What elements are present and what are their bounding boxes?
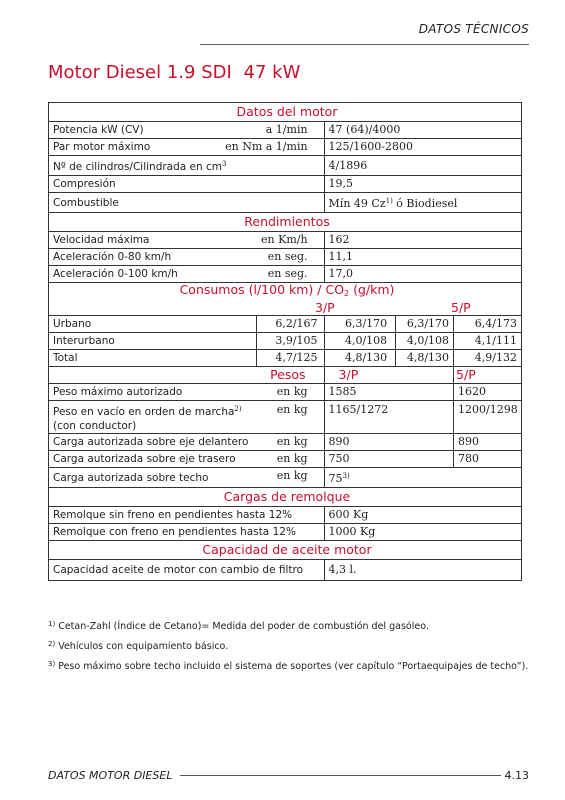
table-row: Carga autorizada sobre techo en kg 75$^{3)}$ xyxy=(49,468,522,488)
table-row: Urbano 6,2/167 6,3/170 6,3/170 6,4/173 xyxy=(49,316,522,333)
consumos-col-3p: 3/P xyxy=(315,300,335,315)
table-row: Combustible Mín 49 Cz$^{1)}$ ó Biodiesel xyxy=(49,193,522,213)
footer-section: DATOS MOTOR DIESEL xyxy=(48,768,173,782)
section-heading-remolque: Cargas de remolque xyxy=(49,488,522,507)
spec-table xyxy=(48,102,522,581)
footnote-3: $^{3)}$ Peso máximo sobre techo incluido el sistema de soportes (ver capítulo “Portaequipajes de techo”). xyxy=(48,660,529,672)
title-engine: Motor Diesel 1.9 SDI xyxy=(48,62,232,83)
table-row: Potencia kW (CV) a 1/min 47 (64)/4000 xyxy=(49,122,522,139)
table-row: Peso en vacío en orden de marcha$^{2)}$ en kg (con conductor) 1165/1272 1200/1298 xyxy=(49,401,522,434)
header-rule xyxy=(200,44,529,45)
section-heading-aceite: Capacidad de aceite motor xyxy=(49,541,522,560)
table-row: Interurbano 3,9/105 4,0/108 4,0/108 4,1/111 xyxy=(49,333,522,350)
table-row: Nº de cilindros/Cilindrada en $cm^3$ 4/1896 xyxy=(49,156,522,176)
section-heading-consumos: Consumos (l/100 km) / CO2 (g/km) 3/P 5/P xyxy=(49,283,522,316)
table-row: Total 4,7/125 4,8/130 4,8/130 4,9/132 xyxy=(49,350,522,367)
table-row: Par motor máximo en Nm a 1/min 125/1600-2800 xyxy=(49,139,522,156)
running-header: DATOS TÉCNICOS xyxy=(418,22,529,36)
footer-rule xyxy=(180,775,500,776)
footnote-2: $^{2)}$ Vehículos con equipamiento básico. xyxy=(48,640,229,652)
title-power: 47 kW xyxy=(243,62,301,83)
section-heading-rendimientos: Rendimientos xyxy=(49,213,522,232)
page-title xyxy=(48,62,306,83)
footnote-1: $^{1)}$ Cetan-Zahl (Índice de Cetano)= Medida del poder de combustión del gasóleo. xyxy=(48,620,429,632)
footnotes xyxy=(48,620,528,680)
table-row: Remolque con freno en pendientes hasta 12% 1000 Kg xyxy=(49,524,522,541)
table-row: Remolque sin freno en pendientes hasta 12% 600 Kg xyxy=(49,507,522,524)
page-number: 4.13 xyxy=(504,768,529,782)
section-heading-motor: Datos del motor xyxy=(49,103,522,122)
section-heading-pesos: Pesos xyxy=(49,367,325,384)
table-row: Carga autorizada sobre eje trasero en kg 750 780 xyxy=(49,451,522,468)
table-row: Aceleración 0-80 km/h en seg. 11,1 xyxy=(49,249,522,266)
table-row: Velocidad máxima en Km/h 162 xyxy=(49,232,522,249)
consumos-col-5p: 5/P xyxy=(451,300,471,315)
page-footer xyxy=(48,768,529,782)
pesos-col-5p: 5/P xyxy=(454,367,522,384)
table-row: Compresión 19,5 xyxy=(49,176,522,193)
table-row: Carga autorizada sobre eje delantero en kg 890 890 xyxy=(49,434,522,451)
pesos-col-3p: 3/P xyxy=(324,367,453,384)
table-row: Capacidad aceite de motor con cambio de filtro 4,3 l. xyxy=(49,560,522,581)
table-row: Aceleración 0-100 km/h en seg. 17,0 xyxy=(49,266,522,283)
table-row: Peso máximo autorizado en kg 1585 1620 xyxy=(49,384,522,401)
